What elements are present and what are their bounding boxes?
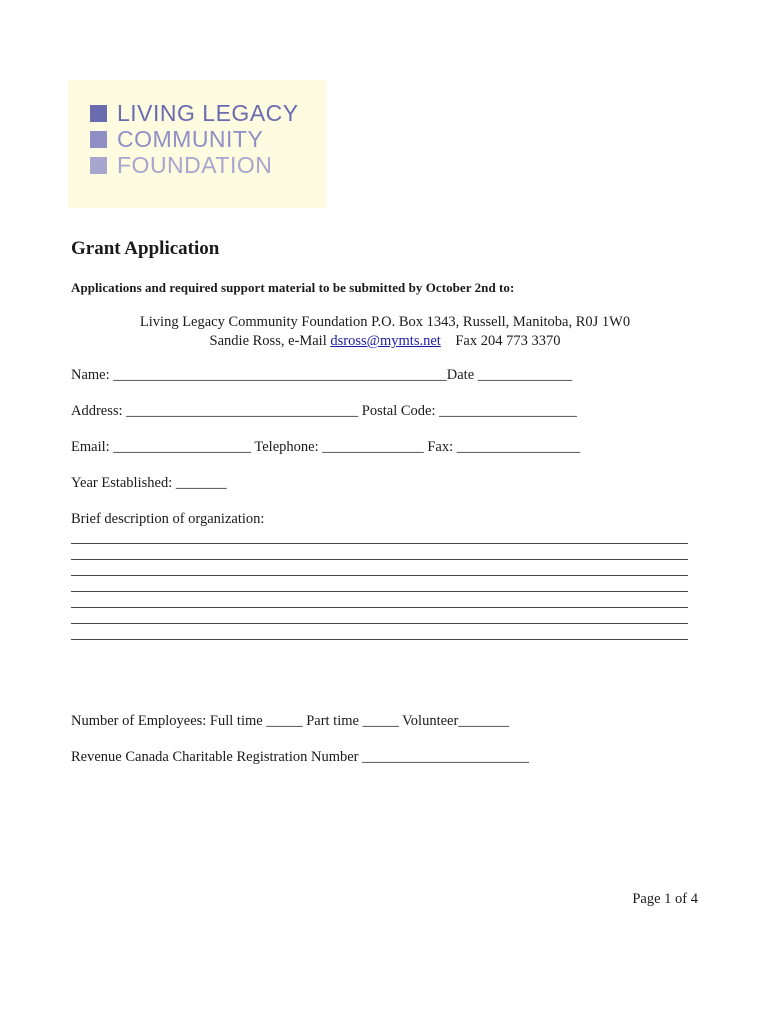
contact-name: Sandie Ross, e-Mail: [209, 333, 331, 349]
description-line[interactable]: [71, 543, 688, 544]
logo-square-icon: [90, 131, 107, 148]
logo-text-living-legacy: LIVING LEGACY: [117, 100, 299, 126]
description-line[interactable]: [71, 591, 688, 592]
description-line[interactable]: [71, 607, 688, 608]
year-established-field[interactable]: Year Established: _______: [71, 475, 227, 491]
logo-row-foundation: [90, 152, 272, 178]
description-line[interactable]: [71, 623, 688, 624]
description-line[interactable]: [71, 559, 688, 560]
description-label: Brief description of organization:: [71, 511, 265, 527]
contact-email-link[interactable]: dsross@mymts.net: [330, 333, 441, 349]
logo-square-icon: [90, 157, 107, 174]
foundation-logo: [68, 80, 326, 208]
name-date-field[interactable]: Name: ______________________________________________Date _____________: [71, 367, 573, 383]
foundation-address: Living Legacy Community Foundation P.O. Box 1343, Russell, Manitoba, R0J 1W0: [139, 314, 631, 330]
logo-text-foundation: FOUNDATION: [117, 152, 273, 178]
contact-line: [0, 333, 770, 350]
logo-row-community: [90, 126, 263, 152]
employees-field[interactable]: Number of Employees: Full time _____ Part time _____ Volunteer_______: [71, 713, 510, 729]
page-number: Page 1 of 4: [632, 891, 698, 907]
charitable-registration-field[interactable]: Revenue Canada Charitable Registration Number _______________________: [71, 749, 529, 765]
description-line[interactable]: [71, 639, 688, 640]
submission-instructions: Applications and required support material to be submitted by October 2nd to:: [71, 280, 515, 295]
logo-square-icon: [90, 105, 107, 122]
contact-fax: Fax 204 773 3370: [455, 333, 561, 349]
description-line[interactable]: [71, 575, 688, 576]
page-title: Grant Application: [71, 238, 220, 259]
logo-text-community: COMMUNITY: [117, 126, 264, 152]
email-phone-fax-field[interactable]: Email: ___________________ Telephone: ______________ Fax: _________________: [71, 439, 581, 455]
logo-row-living-legacy: [90, 100, 299, 126]
address-postal-field[interactable]: Address: ________________________________ Postal Code: ___________________: [71, 403, 577, 419]
